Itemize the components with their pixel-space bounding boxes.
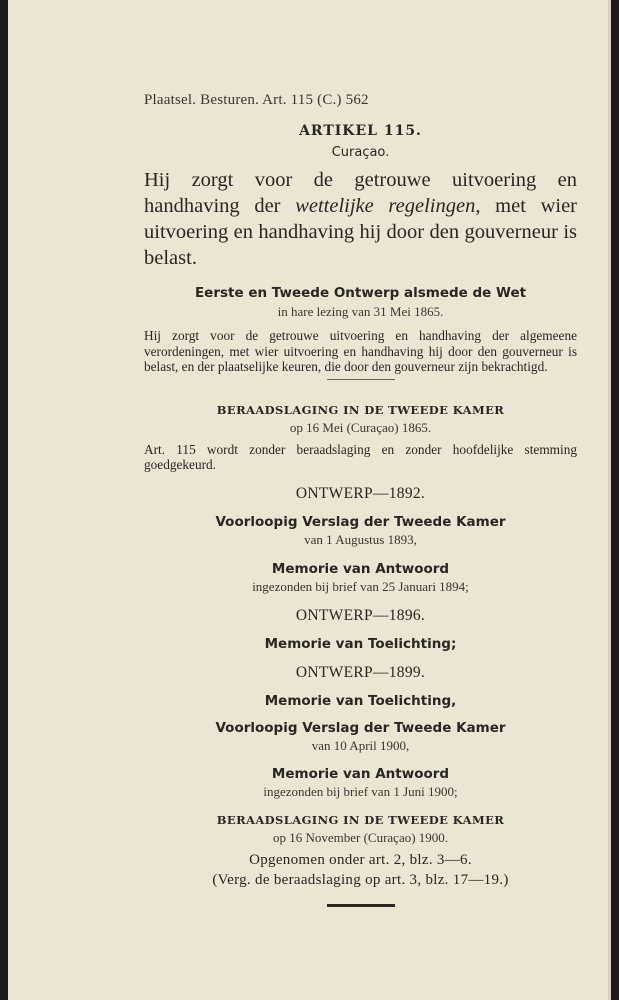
article-text-italic: wettelijke regelingen [295,195,476,217]
draft-1899-report-date: van 10 April 1900, [311,737,410,753]
section-divider [327,379,395,380]
deliberation-1865-paragraph: Art. 115 wordt zonder beraadslaging en zonder hoofdelijke stemming goedgekeurd. [144,441,577,472]
page-content [144,92,577,907]
draft-1896-title: ONTWERP—1896. [295,606,426,624]
draft-1892-title: ONTWERP—1892. [295,484,426,502]
draft-1899-answer-date: ingezonden bij brief van 1 Juni 1900; [263,783,458,799]
draft-1899-title: ONTWERP—1899. [295,663,426,681]
first-draft-paragraph: Hij zorgt voor de getrouwe uitvoering en handhaving der algemeene verordeningen, met wier uitvoering en handhaving hij door den gouverneur is belast, en der plaatselijke keuren, die door den gouverneur zijn bekrachtigd. [144,328,577,374]
article-title: ARTIKEL 115. [299,123,422,139]
first-draft-subheading: in hare lezing van 31 Mei 1865. [277,304,444,319]
article-text-start: Hij zorgt voor de getrouwe uitvoering en handhaving der [144,169,577,217]
running-header: Plaatsel. Besturen. Art. 115 (C.) 562 [144,92,369,108]
draft-1896-memo-heading: Memorie van Toelichting; [264,635,457,652]
deliberation-1865-heading: BERAADSLAGING IN DE TWEEDE KAMER [216,402,505,417]
deliberation-1900-heading: BERAADSLAGING IN DE TWEEDE KAMER [216,812,505,827]
article-text-end: , met wier uitvoering en handhaving hij door den gouverneur is belast. [144,195,578,269]
first-draft-heading: Eerste en Tweede Ontwerp alsmede de Wet [194,285,527,301]
deliberation-1865-date: op 16 Mei (Curaçao) 1865. [289,419,432,435]
article-place: Curaçao. [331,145,390,160]
article-text [144,167,577,271]
deliberation-1900-date: op 16 November (Curaçao) 1900. [272,829,449,845]
deliberation-1865-text [144,442,577,473]
deliberation-1900-included: Opgenomen onder art. 2, blz. 3—6. [249,851,472,868]
draft-1899-report-heading: Voorloopig Verslag der Tweede Kamer [215,719,506,736]
draft-1892-report-heading: Voorloopig Verslag der Tweede Kamer [215,513,506,530]
first-draft-text [144,328,577,375]
deliberation-1900-compare: (Verg. de beraadslaging op art. 3, blz. 17—19.) [212,871,509,888]
scan-edge [608,0,611,1000]
draft-1899-memo-heading: Memorie van Toelichting, [264,692,457,709]
page [8,0,611,1000]
draft-1892-memo-heading: Memorie van Antwoord [271,560,450,577]
draft-1892-memo-date: ingezonden bij brief van 25 Januari 1894; [252,578,469,594]
end-rule [327,904,395,907]
draft-1899-answer-heading: Memorie van Antwoord [271,765,450,782]
draft-1892-report-date: van 1 Augustus 1893, [304,531,417,547]
